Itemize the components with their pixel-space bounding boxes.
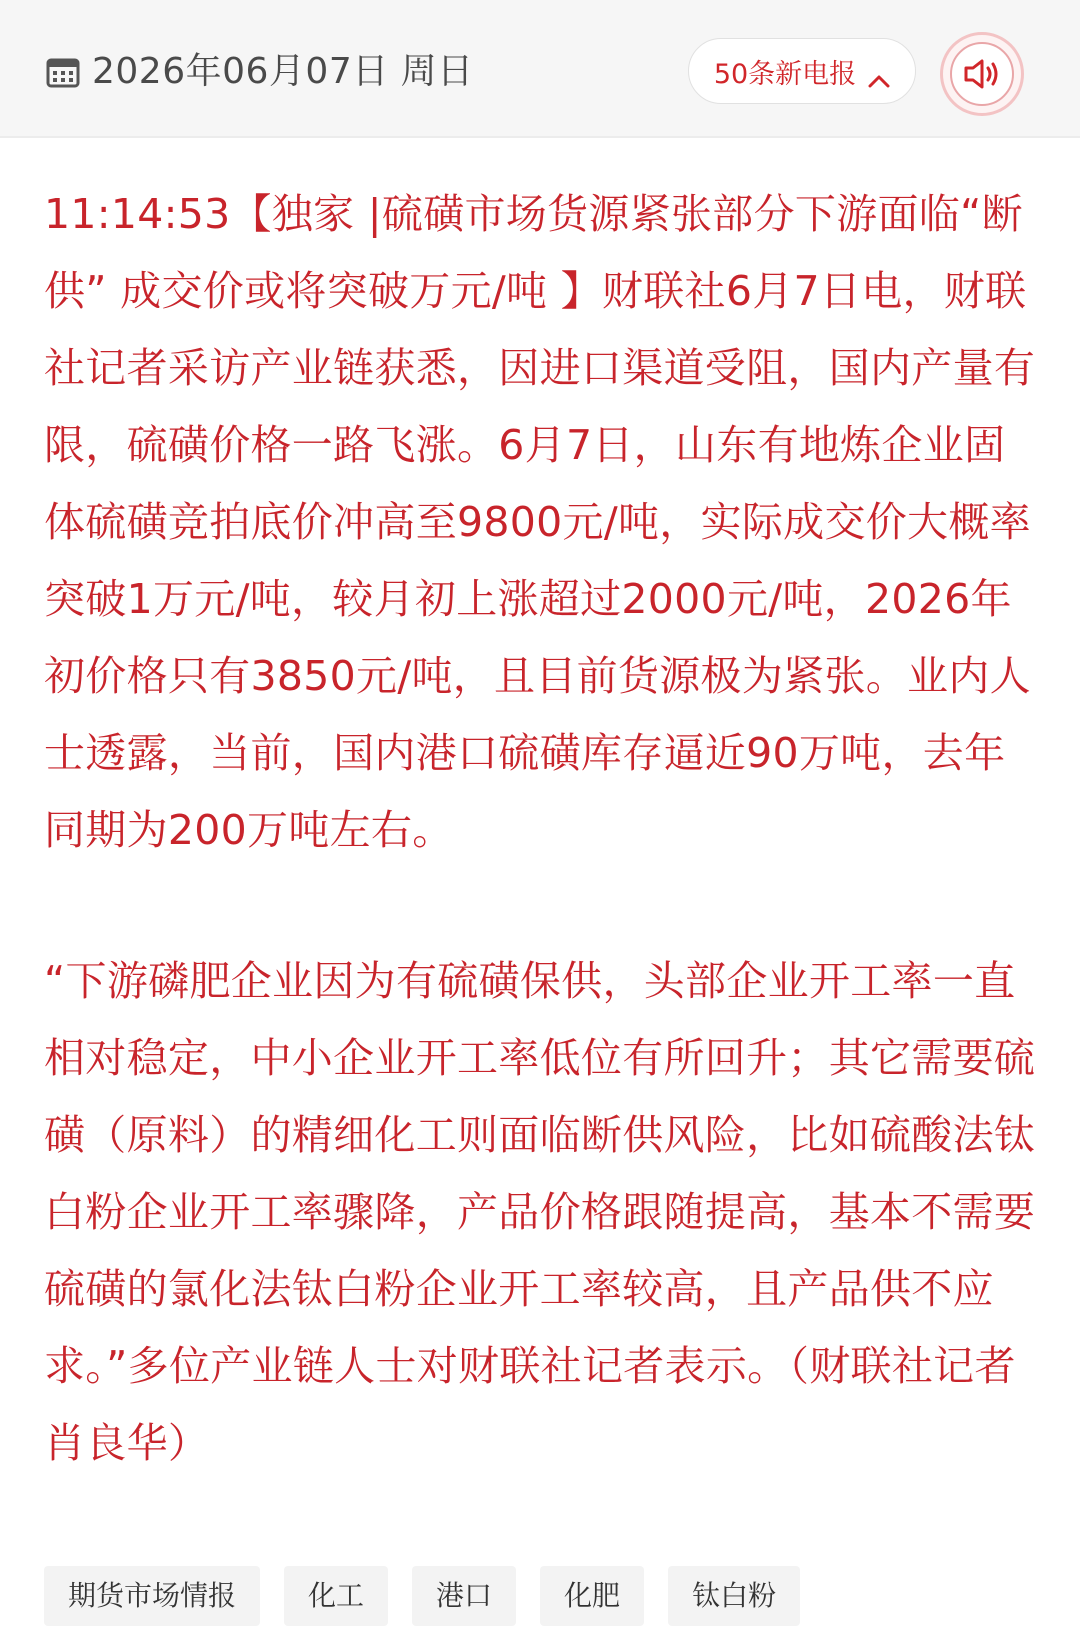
tag-list [44, 1566, 800, 1626]
date-text: 2026年06月07日 周日 [92, 51, 474, 92]
new-telegrams-button[interactable] [688, 38, 916, 104]
sound-toggle-button[interactable] [940, 32, 1024, 116]
header-bar [0, 0, 1080, 136]
date-display [46, 46, 474, 98]
chevron-up-icon [868, 64, 890, 78]
sound-button-inner [950, 42, 1014, 106]
calendar-icon [46, 55, 80, 89]
paragraph-gap [44, 869, 1044, 943]
tag-chemical[interactable]: 化工 [284, 1566, 388, 1626]
tag-titanium-dioxide[interactable]: 钛白粉 [668, 1566, 800, 1626]
telegram-article [44, 176, 1044, 1482]
article-body-1: 【独家 |硫磺市场货源紧张部分下游面临“断供” 成交价或将突破万元/吨 】财联社6月7日电，财联社记者采访产业链获悉，因进口渠道受阻，国内产量有限，硫磺价格一路飞涨。6月7日，山东有地炼企业固体硫磺竞拍底价冲高至9800元/吨，实际成交价大概率突破1万元/吨，较月初上涨超过2000元/吨，2026年初价格只有3850元/吨，且目前货源极为紧张。业内人士透露，当前，国内港口硫磺库存逼近90万吨，去年同期为200万吨左右。 [44, 190, 1036, 854]
tag-futures-intel[interactable]: 期货市场情报 [44, 1566, 260, 1626]
article-time: 11:14:53 [44, 190, 231, 238]
tag-port[interactable]: 港口 [412, 1566, 516, 1626]
header-divider [0, 136, 1080, 138]
article-paragraph-1 [44, 176, 1044, 869]
new-telegrams-label: 50条新电报 [713, 58, 857, 90]
article-paragraph-2: “下游磷肥企业因为有硫磺保供，头部企业开工率一直相对稳定，中小企业开工率低位有所回升；其它需要硫磺（原料）的精细化工则面临断供风险，比如硫酸法钛白粉企业开工率骤降，产品价格跟随提高，基本不需要硫磺的氯化法钛白粉企业开工率较高，且产品供不应求。”多位产业链人士对财联社记者表示。（财联社记者 肖良华） [44, 957, 1036, 1467]
tag-fertilizer[interactable]: 化肥 [540, 1566, 644, 1626]
speaker-icon [962, 56, 1002, 92]
